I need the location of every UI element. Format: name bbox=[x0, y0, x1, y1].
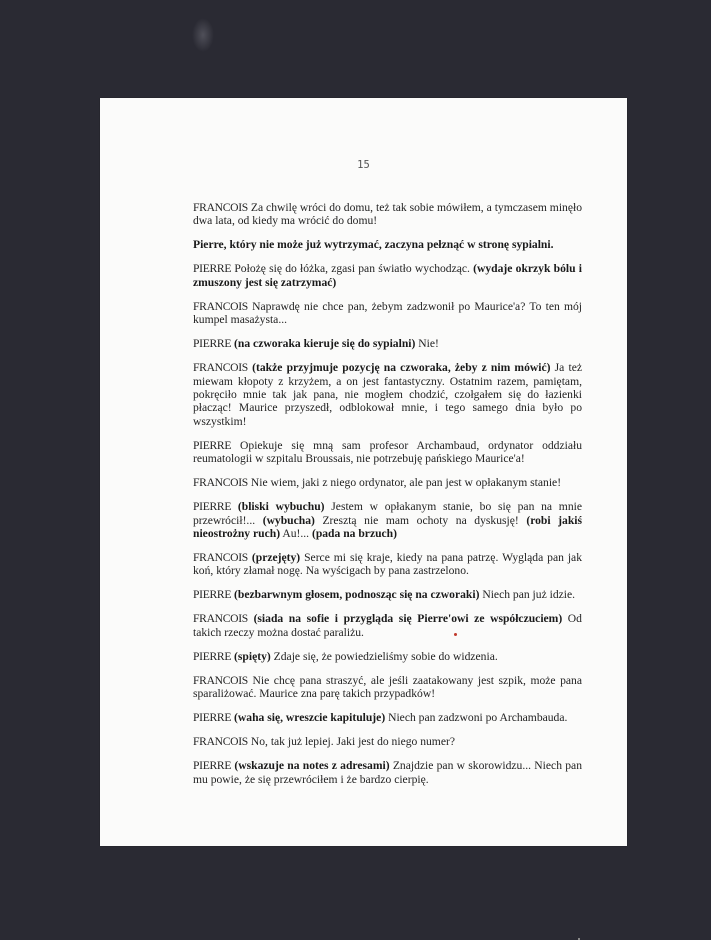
speaker-name: PIERRE bbox=[193, 649, 232, 663]
dialogue-text: Położę się do łóżka, zgasi pan światło wychodząc. bbox=[231, 262, 474, 276]
dialogue-paragraph bbox=[193, 476, 582, 489]
page-number: 15 bbox=[357, 159, 370, 171]
speaker-name: PIERRE bbox=[193, 588, 232, 602]
dialogue-paragraph bbox=[193, 238, 582, 251]
speaker-name: PIERRE bbox=[193, 337, 232, 351]
dialogue-text: Ja też miewam kłopoty z krzyżem, a on jest fantastyczny. Ostatnim razem, pamiętam, pokręciło mnie tak jak pana, nie mogłem chodzić, czołgałem się do łazienki płacząc! Maurice przyszedł, odblokował mnie, i tego samego dnia było po wszystkim! bbox=[193, 361, 583, 428]
dialogue-paragraph bbox=[193, 361, 582, 428]
dialogue-text: Niech pan zadzwoni po Archambauda. bbox=[385, 711, 568, 725]
dialogue-text: No, tak już lepiej. Jaki jest do niego numer? bbox=[247, 735, 455, 749]
dialogue-paragraph bbox=[193, 337, 582, 350]
dialogue-paragraph bbox=[193, 588, 582, 601]
document-page bbox=[100, 98, 627, 846]
stage-direction: (przejęty) bbox=[251, 551, 301, 565]
speaker-name: FRANCOIS bbox=[193, 361, 248, 375]
speaker-name: PIERRE bbox=[193, 262, 232, 276]
stage-direction: (robi jakiś nieostrożny ruch) bbox=[193, 513, 583, 541]
ink-dot-mark bbox=[454, 633, 457, 636]
stage-direction: (pada na brzuch) bbox=[311, 527, 397, 541]
dialogue-paragraph bbox=[193, 674, 582, 701]
speaker-name: FRANCOIS bbox=[193, 735, 248, 749]
stage-direction: (wybucha) bbox=[262, 513, 315, 527]
dialogue-paragraph bbox=[193, 711, 582, 724]
dialogue-text: Za chwilę wróci do domu, też tak sobie mówiłem, a tymczasem minęło dwa lata, od kiedy ma wrócić do domu! bbox=[193, 201, 582, 228]
speaker-name: FRANCOIS bbox=[193, 612, 248, 626]
dialogue-paragraph bbox=[193, 201, 582, 228]
dialogue-text: Zresztą nie mam ochoty na dyskusję! bbox=[314, 513, 527, 527]
dialogue-text: Od takich rzeczy można dostać paraliżu. bbox=[193, 612, 582, 639]
dialogue-text: Opiekuje się mną sam profesor Archambaud, ordynator oddziału reumatologii w szpitalu Broussais, nie potrzebuję pańskiego Maurice'a! bbox=[193, 438, 582, 466]
speaker-name: FRANCOIS bbox=[193, 476, 248, 490]
dialogue-text: Nie chcę pana straszyć, ale jeśli zaatakowany jest szpik, może pana sparaliżować. Maurice zna parę takich przypadków! bbox=[193, 673, 582, 701]
dialogue-text: Zdaje się, że powiedzieliśmy sobie do widzenia. bbox=[270, 649, 498, 663]
dialogue-paragraph bbox=[193, 300, 582, 327]
speaker-name: FRANCOIS bbox=[193, 201, 248, 214]
speaker-name: FRANCOIS bbox=[193, 673, 248, 687]
dialogue-text: Au!... bbox=[280, 527, 312, 541]
dialogue-text: Jestem w opłakanym stanie, bo się pan na mnie przewrócił!... bbox=[193, 500, 582, 527]
dialogue-paragraph bbox=[193, 551, 582, 578]
dialogue-text: Nie! bbox=[415, 337, 439, 351]
speaker-name: FRANCOIS bbox=[193, 551, 248, 565]
stage-direction: (siada na sofie i przygląda się Pierre'owi ze współczuciem) bbox=[253, 612, 563, 626]
dialogue-text: Niech pan już idzie. bbox=[479, 588, 576, 602]
stage-direction: (bezbarwnym głosem, podnosząc się na czworaki) bbox=[234, 588, 480, 602]
stage-direction: (waha się, wreszcie kapituluje) bbox=[234, 711, 386, 725]
dialogue-paragraph bbox=[193, 500, 582, 540]
dialogue-paragraph bbox=[193, 612, 582, 639]
speaker-name: PIERRE bbox=[193, 711, 232, 725]
dialogue-text: Serce mi się kraje, kiedy na pana patrzę. Wygląda pan jak koń, który złamał nogę. Na wyścigach by pana zastrzelono. bbox=[193, 551, 582, 578]
dialogue-paragraph bbox=[193, 439, 582, 466]
speaker-name: FRANCOIS bbox=[193, 299, 248, 313]
stage-direction: (bliski wybuchu) bbox=[237, 500, 325, 514]
speaker-name: PIERRE bbox=[193, 438, 232, 452]
dialogue-paragraph bbox=[193, 262, 582, 289]
dialogue-text: Naprawdę nie chce pan, żebym zadzwonił po Maurice'a? To ten mój kumpel masażysta... bbox=[193, 299, 582, 327]
stage-direction: Pierre, który nie może już wytrzymać, zaczyna pełznąć w stronę sypialni. bbox=[193, 238, 554, 252]
stage-direction: (spięty) bbox=[234, 649, 271, 663]
dialogue-text: Znajdzie pan w skorowidzu... Niech pan mu powie, że się przewróciłem i że bardzo cierpię. bbox=[193, 759, 582, 786]
speaker-name: PIERRE bbox=[193, 500, 232, 514]
stage-direction: (także przyjmuje pozycję na czworaka, żeby z nim mówić) bbox=[252, 361, 551, 375]
scan-smudge bbox=[192, 18, 214, 52]
dialogue-text bbox=[231, 500, 238, 513]
dialogue-paragraph bbox=[193, 759, 582, 786]
stage-direction: (na czworaka kieruje się do sypialni) bbox=[234, 337, 416, 351]
dialogue-text: Nie wiem, jaki z niego ordynator, ale pan jest w opłakanym stanie! bbox=[247, 476, 562, 490]
speaker-name: PIERRE bbox=[193, 759, 232, 773]
dialogue-paragraph bbox=[193, 650, 582, 663]
dialogue-paragraph bbox=[193, 735, 582, 748]
script-text-body bbox=[193, 201, 582, 786]
stage-direction: (wskazuje na notes z adresami) bbox=[234, 759, 390, 773]
stage-direction: (wydaje okrzyk bólu i zmuszony jest się zatrzymać) bbox=[193, 262, 582, 289]
